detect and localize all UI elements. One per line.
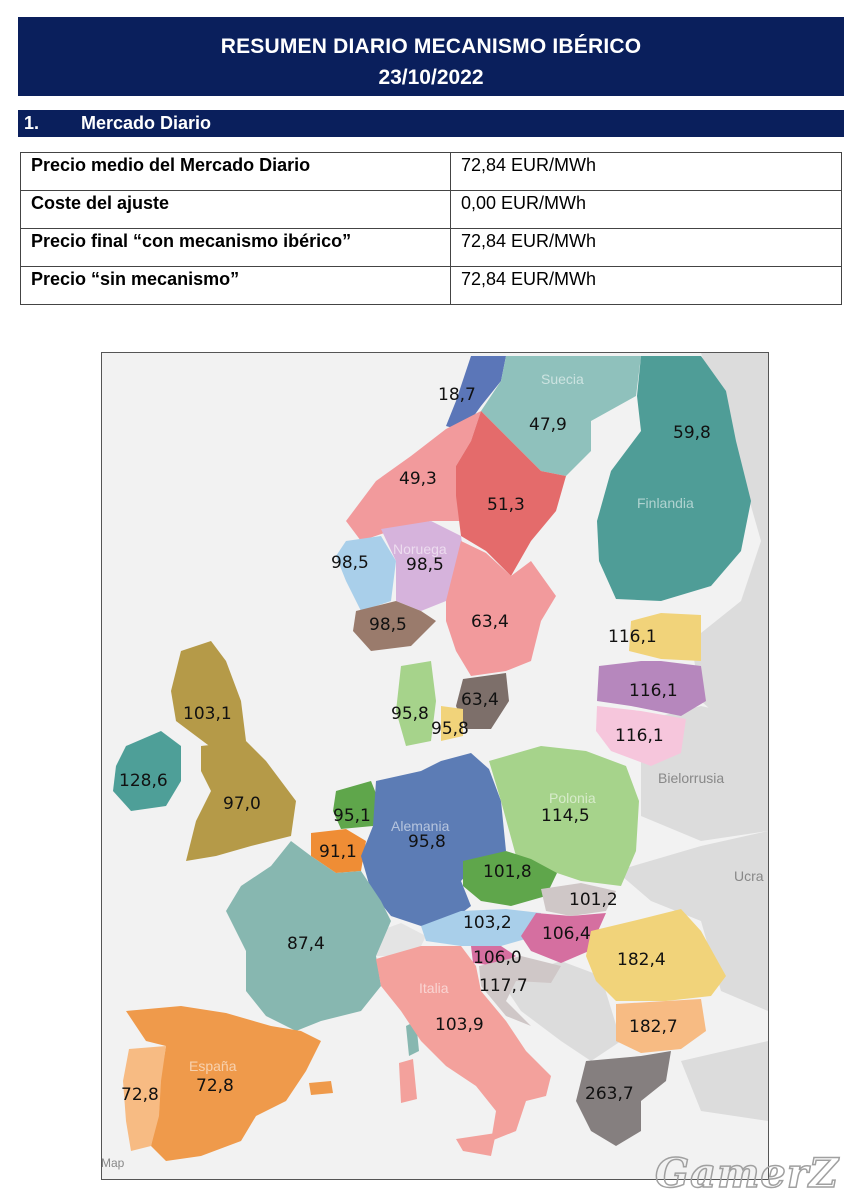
price-label-pt: 72,8 (121, 1085, 159, 1105)
price-value: 72,84 EUR/MWh (451, 153, 842, 191)
price-label-dk1: 95,8 (391, 704, 429, 724)
price-label-nl: 95,1 (333, 806, 371, 826)
price-label-se1: 47,9 (529, 415, 567, 435)
section-number: 1. (24, 113, 40, 133)
price-label-fi: 59,8 (673, 423, 711, 443)
price-label-pl: 114,5 (541, 806, 590, 826)
price-label-lt: 116,1 (615, 726, 664, 746)
price-label-de: 95,8 (408, 832, 446, 852)
price-label-cz: 101,8 (483, 862, 532, 882)
region-balearic (309, 1081, 333, 1095)
price-label-be: 91,1 (319, 842, 357, 862)
country-name-noruega: Noruega (393, 541, 447, 557)
region-turkey-grey (681, 1041, 768, 1121)
country-name-bielorrusia: Bielorrusia (658, 770, 725, 786)
country-name-alemania: Alemania (391, 818, 450, 834)
price-value: 72,84 EUR/MWh (451, 229, 842, 267)
region-sardinia (399, 1059, 417, 1103)
watermark: GamerZ (655, 1150, 840, 1197)
price-label-no-mid: 49,3 (399, 469, 437, 489)
price-label-si: 106,0 (473, 948, 522, 968)
country-name-italia: Italia (419, 980, 449, 996)
price-label-es: 72,8 (196, 1076, 234, 1096)
price-label: Precio “sin mecanismo” (21, 267, 451, 305)
price-label-no-north: 18,7 (438, 385, 476, 405)
country-name-finlandia: Finlandia (637, 495, 694, 511)
price-label-lv: 116,1 (629, 681, 678, 701)
price-label-ee: 116,1 (608, 627, 657, 647)
price-summary-table (20, 152, 842, 305)
price-label-sk: 101,2 (569, 890, 618, 910)
price-label-no-se: 98,5 (406, 555, 444, 575)
table-row (21, 191, 842, 229)
price-label-no-sw: 98,5 (331, 553, 369, 573)
price-label-se3: 63,4 (471, 612, 509, 632)
map-svg (102, 353, 768, 1179)
report-title: RESUMEN DIARIO MECANISMO IBÉRICO (220, 35, 642, 58)
price-label-bg: 182,7 (629, 1017, 678, 1037)
price-label-no-south: 98,5 (369, 615, 407, 635)
price-label-ie: 128,6 (119, 771, 168, 791)
table-row (21, 267, 842, 305)
price-label-gb: 103,1 (183, 704, 232, 724)
price-label-se4: 63,4 (461, 690, 499, 710)
price-value: 72,84 EUR/MWh (451, 267, 842, 305)
country-name-ucrania: Ucra (734, 868, 764, 884)
price-label: Coste del ajuste (21, 191, 451, 229)
report-date: 23/10/2022 (378, 66, 484, 89)
region-gb-north (171, 641, 246, 751)
country-name-suecia: Suecia (541, 371, 584, 387)
price-label-hr: 117,7 (479, 976, 528, 996)
price-label-hu: 106,4 (542, 924, 591, 944)
price-label-gb-south: 97,0 (223, 794, 261, 814)
country-name-espana: España (189, 1058, 237, 1074)
table-row (21, 153, 842, 191)
table-row (21, 229, 842, 267)
report-header-banner (18, 17, 844, 96)
price-label: Precio final “con mecanismo ibérico” (21, 229, 451, 267)
price-label-ro: 182,4 (617, 950, 666, 970)
country-name-polonia: Polonia (549, 790, 596, 806)
region-sicily (456, 1133, 496, 1156)
price-label-fr: 87,4 (287, 934, 325, 954)
section-header (18, 110, 844, 137)
price-label-dk2: 95,8 (431, 719, 469, 739)
price-label-gr: 263,7 (585, 1084, 634, 1104)
map-credit: Map (101, 1156, 125, 1170)
price-label-it: 103,9 (435, 1015, 484, 1035)
price-value: 0,00 EUR/MWh (451, 191, 842, 229)
price-label: Precio medio del Mercado Diario (21, 153, 451, 191)
price-label-at: 103,2 (463, 913, 512, 933)
region-norway-sw (336, 536, 396, 611)
europe-price-map (101, 352, 769, 1180)
price-label-se2: 51,3 (487, 495, 525, 515)
section-title: Mercado Diario (81, 113, 212, 133)
